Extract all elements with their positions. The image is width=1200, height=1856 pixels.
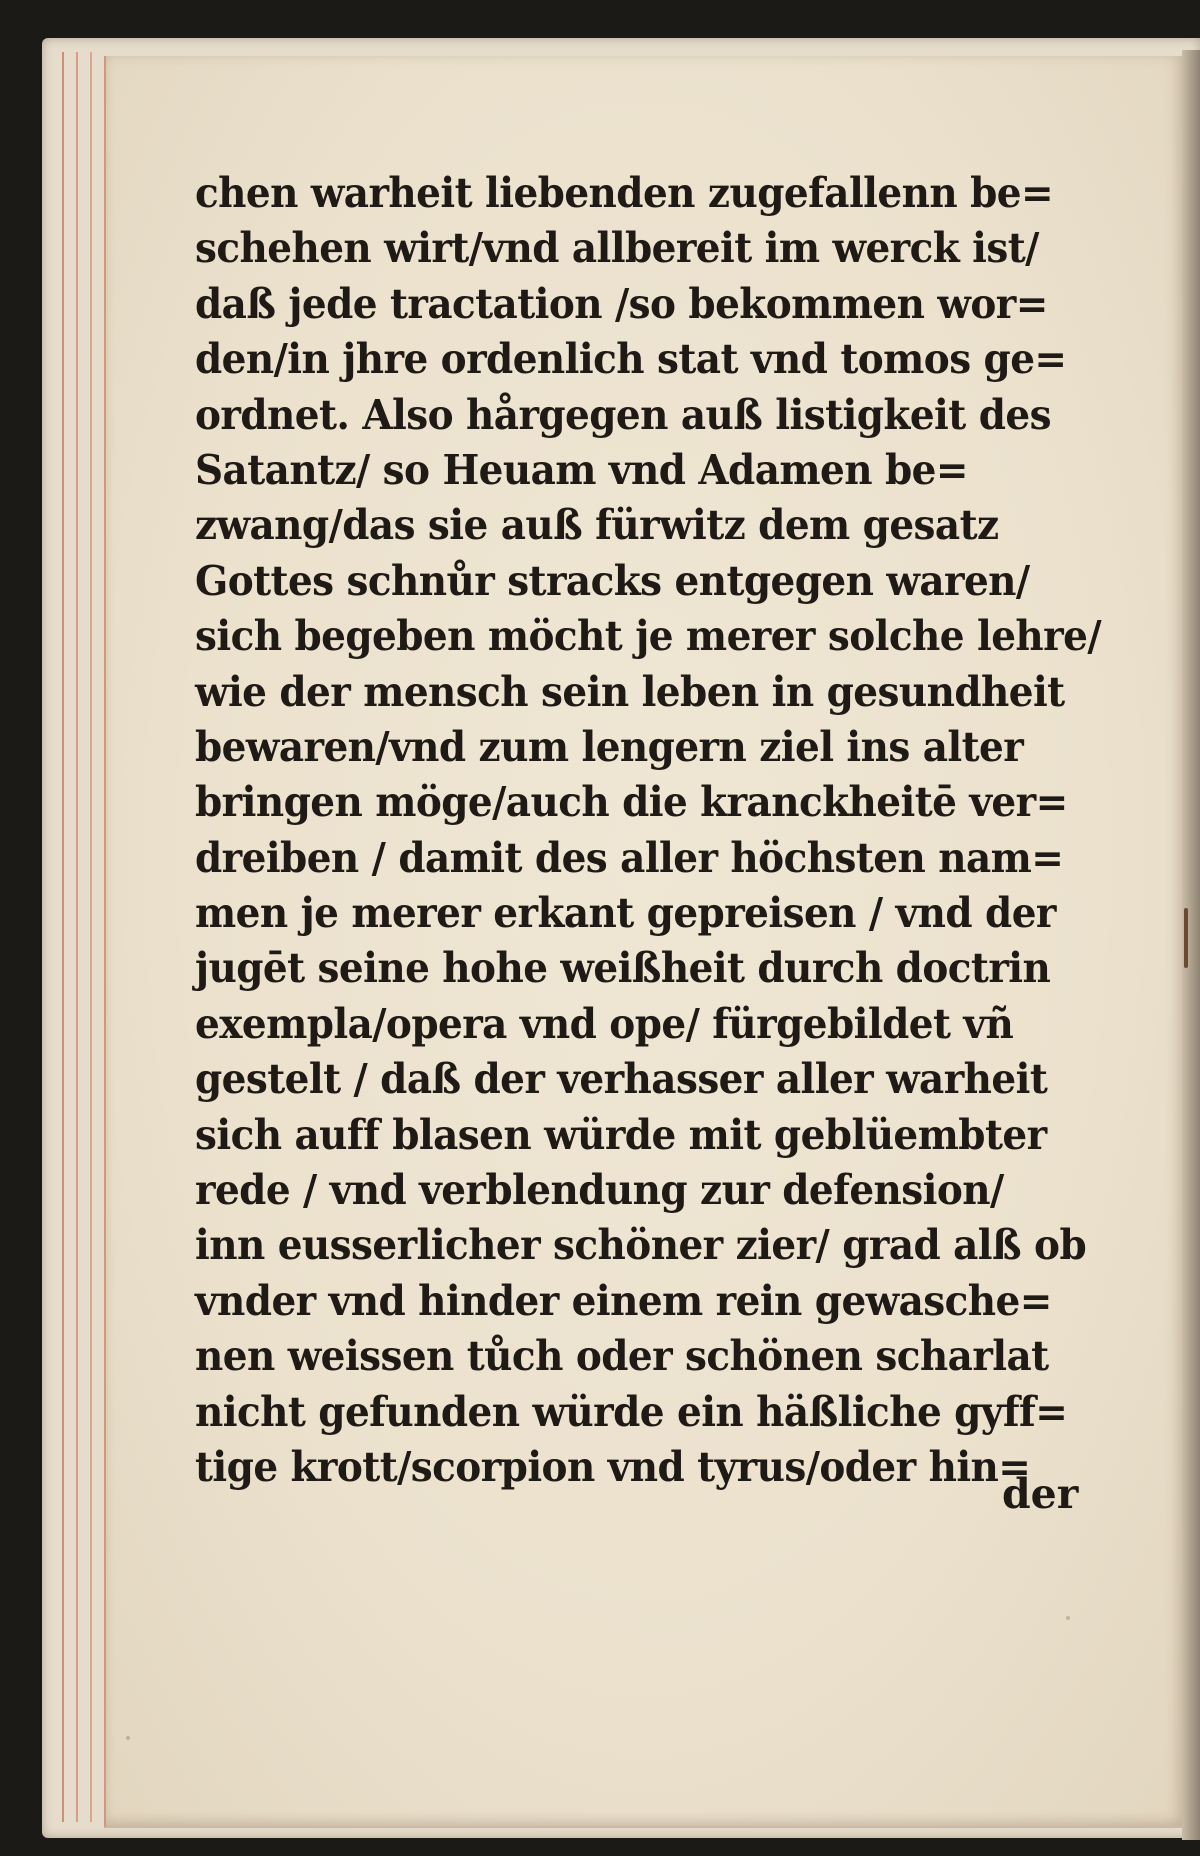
bookmark-thread [1184, 908, 1188, 968]
text-line: inn eusserlicher schöner zier/ grad alß ob [195, 1221, 1087, 1270]
text-line: exempla/opera vnd ope/ fürgebildet vñ [195, 999, 1014, 1048]
text-line: zwang/das sie auß fürwitz dem gesatz [195, 501, 999, 550]
catchword: der [1002, 1470, 1079, 1518]
text-line: tige krott/scorpion vnd tyrus/oder hin= [195, 1442, 1031, 1491]
text-line: gestelt / daß der verhasser aller warheit [195, 1055, 1048, 1104]
page-edge-1 [62, 52, 64, 1822]
text-line: Gottes schnůr stracks entgegen waren/ [195, 556, 1030, 605]
text-line: daß jede tractation /so bekommen wor= [195, 279, 1048, 328]
text-line: sich auff blasen würde mit geblüembter [195, 1110, 1047, 1159]
text-line: jugēt seine hohe weißheit durch doctrin [195, 944, 1051, 993]
text-line: sich begeben möcht je merer solche lehre/ [195, 612, 1101, 661]
text-line: wie der mensch sein leben in gesundheit [195, 667, 1065, 716]
text-line: bringen möge/auch die kranckheitē ver= [195, 778, 1068, 827]
page-edge-3 [90, 52, 92, 1822]
text-line: ordnet. Also hårgegen auß listigkeit des [195, 390, 1051, 439]
text-line: men je merer erkant gepreisen / vnd der [195, 889, 1056, 938]
text-block [195, 166, 1101, 1495]
text-line: den/in jhre ordenlich stat vnd tomos ge= [195, 335, 1067, 384]
text-line: schehen wirt/vnd allbereit im werck ist/ [195, 224, 1039, 273]
text-line: rede / vnd verblendung zur defension/ [195, 1166, 1004, 1215]
text-line: chen warheit liebenden zugefallenn be= [195, 169, 1054, 217]
text-line: Satantz/ so Heuam vnd Adamen be= [195, 445, 968, 494]
text-line: bewaren/vnd zum lengern ziel ins alter [195, 722, 1024, 771]
text-line: nen weissen tůch oder schönen scharlat [195, 1332, 1049, 1381]
text-line: vnder vnd hinder einem rein gewasche= [195, 1276, 1052, 1325]
text-line: dreiben / damit des aller höchsten nam= [195, 833, 1064, 882]
paper-speck [126, 1736, 130, 1740]
text-line: nicht gefunden würde ein häßliche gyff= [195, 1387, 1068, 1436]
page-edge-2 [76, 52, 78, 1822]
paper-speck [1066, 1616, 1070, 1620]
